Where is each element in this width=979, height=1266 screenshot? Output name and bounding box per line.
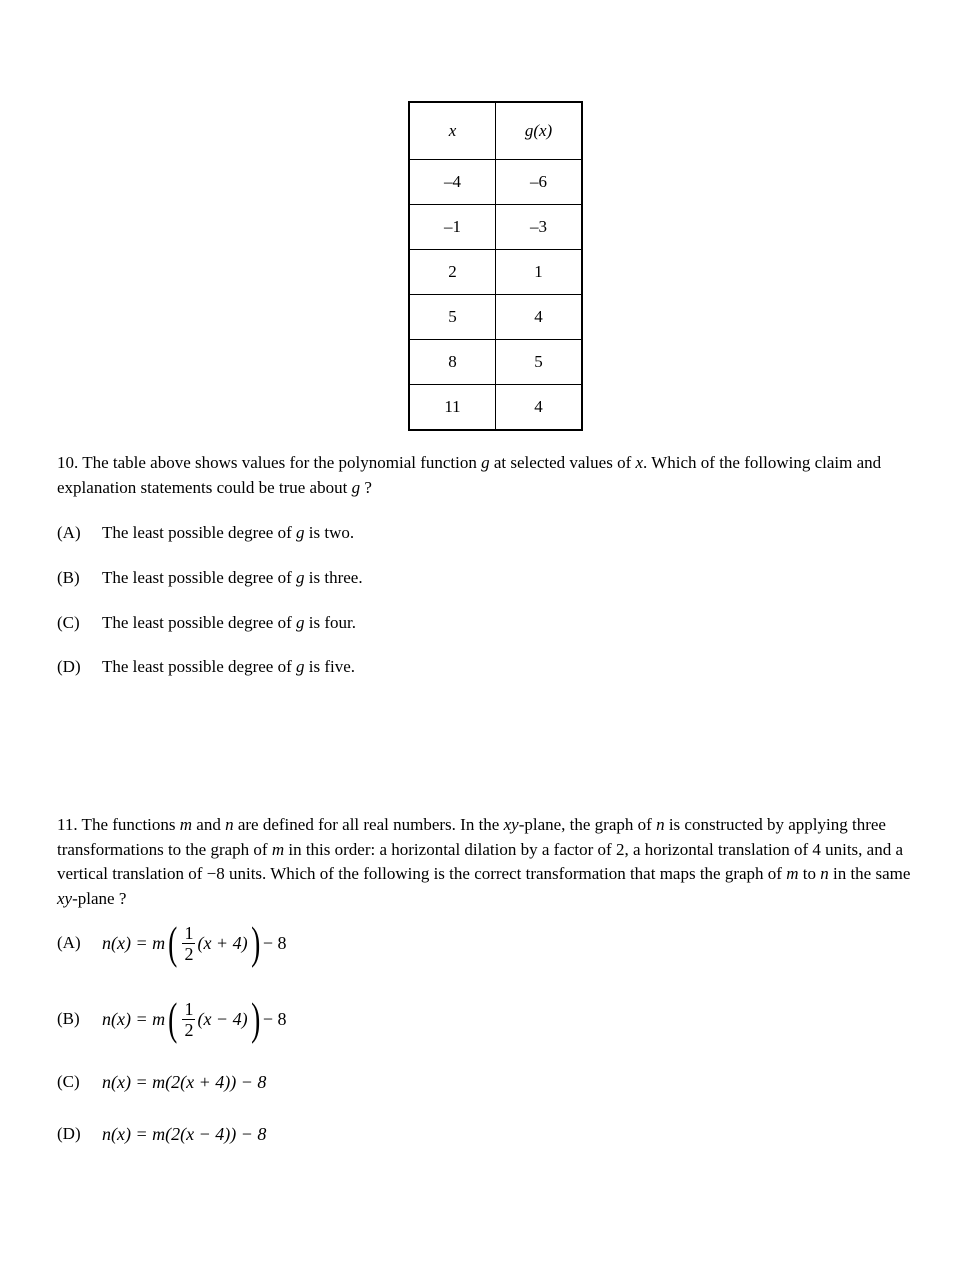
cell: 4 xyxy=(496,385,583,431)
cell: –6 xyxy=(496,160,583,205)
formula-tail: − 8 xyxy=(262,1008,287,1029)
choice-text: is three. xyxy=(304,568,363,587)
text-segment: and xyxy=(192,815,226,834)
math-variable: n xyxy=(225,815,234,834)
formula-text: n(x) = m(2(x − 4)) − 8 xyxy=(102,1123,267,1144)
math-variable: n xyxy=(656,815,665,834)
left-paren: ( xyxy=(168,993,178,1044)
cell: 5 xyxy=(496,340,583,385)
text-segment: in this order: a horizontal dilation by a factor of 2, a horizontal translation of 4 units, and a vertical translation of −8 units. Which of the following is the correct transformation that maps the graph of xyxy=(57,839,904,883)
answer-choice[interactable] xyxy=(57,568,363,588)
math-variable: xy xyxy=(503,815,519,834)
header-x xyxy=(409,102,496,160)
math-variable: g xyxy=(351,478,361,497)
fraction xyxy=(182,923,195,964)
header-gx xyxy=(496,102,583,160)
cell: –3 xyxy=(496,205,583,250)
math-variable: g xyxy=(481,453,490,472)
formula-inner: (x − 4) xyxy=(197,1008,248,1029)
formula xyxy=(102,1072,266,1093)
cell: 5 xyxy=(409,295,496,340)
answer-choice[interactable] xyxy=(57,918,287,968)
formula-lhs: n(x) = m xyxy=(102,1008,166,1029)
answer-choice[interactable] xyxy=(57,657,355,677)
choice-label: (D) xyxy=(57,1124,81,1143)
question-10-text xyxy=(57,450,927,500)
choice-text: is four. xyxy=(304,613,356,632)
math-variable: m xyxy=(786,864,799,883)
math-variable: m xyxy=(271,839,285,859)
values-table xyxy=(408,101,583,431)
choice-label: (D) xyxy=(57,657,81,676)
formula xyxy=(102,993,287,1044)
fraction xyxy=(182,999,195,1040)
text-segment: -plane ? xyxy=(72,888,127,908)
question-11-text xyxy=(57,813,927,911)
right-paren: ) xyxy=(250,993,260,1044)
text-segment: to xyxy=(798,864,821,883)
choice-text: The least possible degree of xyxy=(102,657,297,676)
denominator: 2 xyxy=(184,1019,194,1040)
text-segment: at selected values of xyxy=(489,453,636,472)
math-variable: n xyxy=(820,864,829,883)
choice-label: (A) xyxy=(57,933,81,952)
formula-text: n(x) = m(2(x + 4)) − 8 xyxy=(102,1071,267,1092)
math-variable: g xyxy=(296,657,305,676)
choice-text: The least possible degree of xyxy=(102,568,297,587)
numerator: 1 xyxy=(184,922,194,943)
answer-choice[interactable] xyxy=(57,613,356,633)
text-segment: ? xyxy=(360,478,372,497)
choice-label: (B) xyxy=(57,568,80,587)
denominator: 2 xyxy=(184,943,194,964)
header-text: x xyxy=(448,121,457,140)
right-paren: ) xyxy=(250,917,260,968)
text-segment: . Which of the following claim and explanation statements could be true about xyxy=(57,453,882,497)
left-paren: ( xyxy=(168,917,178,968)
text-segment: is constructed by applying three transformations to the graph of xyxy=(57,815,886,859)
choice-label: (A) xyxy=(57,523,81,542)
formula xyxy=(102,917,287,968)
cell: –4 xyxy=(409,160,496,205)
math-variable: x xyxy=(635,453,644,472)
cell: 1 xyxy=(496,250,583,295)
formula-tail: − 8 xyxy=(262,932,287,953)
text-segment: 11. The functions xyxy=(57,815,180,834)
choice-text: is two. xyxy=(304,523,355,542)
formula-inner: (x + 4) xyxy=(197,932,248,953)
text-segment: -plane, the graph of xyxy=(518,815,657,834)
math-variable: m xyxy=(179,815,193,834)
numerator: 1 xyxy=(184,998,194,1019)
choice-text: is five. xyxy=(304,657,356,676)
math-variable: g xyxy=(296,523,305,542)
text-segment: 10. The table above shows values for the polynomial function xyxy=(57,453,482,472)
answer-choice[interactable] xyxy=(57,523,354,543)
choice-label: (C) xyxy=(57,1072,80,1091)
cell: 2 xyxy=(409,250,496,295)
text-segment: are defined for all real numbers. In the xyxy=(233,815,504,834)
cell: 8 xyxy=(409,340,496,385)
choice-label: (B) xyxy=(57,1009,80,1028)
text-segment: in the same xyxy=(828,864,911,883)
math-variable: xy xyxy=(57,888,73,908)
answer-choice[interactable] xyxy=(57,1057,266,1107)
choice-text: The least possible degree of xyxy=(102,523,297,542)
cell: –1 xyxy=(409,205,496,250)
cell: 11 xyxy=(409,385,496,431)
math-variable: g xyxy=(296,613,305,632)
choice-text: The least possible degree of xyxy=(102,613,297,632)
formula xyxy=(102,1124,266,1145)
choice-label: (C) xyxy=(57,613,80,632)
cell: 4 xyxy=(496,295,583,340)
math-variable: g xyxy=(296,568,305,587)
formula-lhs: n(x) = m xyxy=(102,932,166,953)
answer-choice[interactable] xyxy=(57,1109,266,1159)
answer-choice[interactable] xyxy=(57,994,287,1044)
header-text: g(x) xyxy=(524,121,553,140)
